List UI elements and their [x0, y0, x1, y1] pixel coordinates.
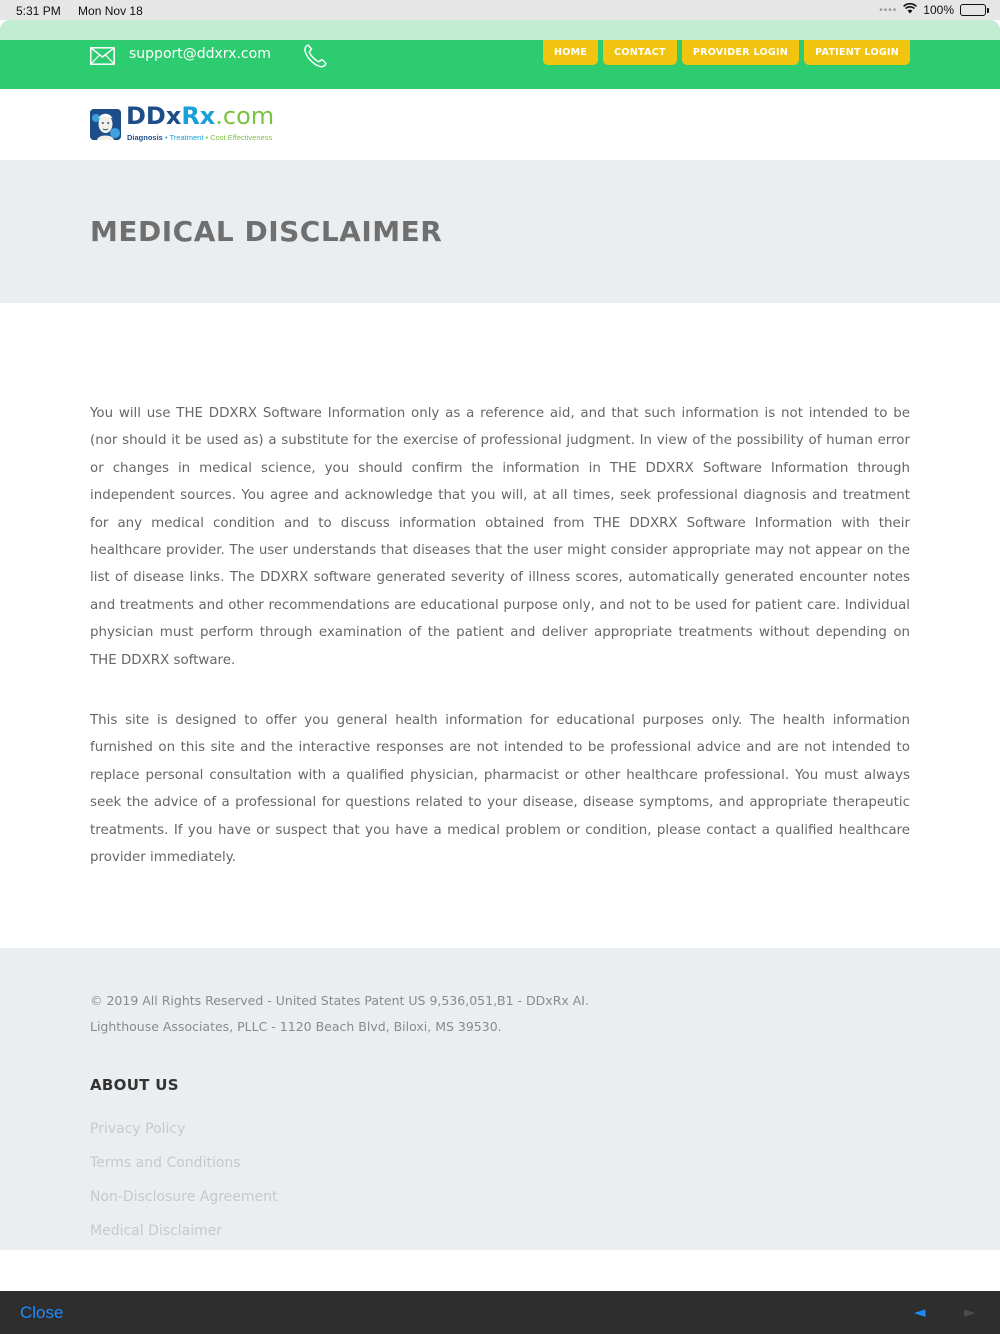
tagline-separator: • [203, 133, 211, 142]
logo-part-ddx: DDx [126, 102, 182, 130]
status-right [879, 3, 986, 17]
logo-face-icon[interactable] [90, 109, 121, 140]
title-band [0, 161, 1000, 303]
site-header [0, 89, 1000, 161]
browser-toolbar [0, 1291, 1000, 1334]
footer-link-privacy-policy[interactable]: Privacy Policy [90, 1121, 186, 1137]
battery-percent: 100% [923, 3, 954, 17]
logo-tagline [127, 133, 272, 142]
footer-link-nda[interactable]: Non-Disclosure Agreement [90, 1189, 278, 1205]
status-date: Mon Nov 18 [78, 4, 143, 18]
wifi-icon [903, 3, 917, 17]
status-time: 5:31 PM [16, 4, 61, 18]
close-button[interactable]: Close [20, 1303, 64, 1322]
about-us-heading: ABOUT US [90, 1076, 179, 1094]
tagline-separator: • [162, 133, 170, 142]
status-left [16, 4, 157, 18]
page-title: MEDICAL DISCLAIMER [90, 215, 443, 248]
footer-link-medical-disclaimer[interactable]: Medical Disclaimer [90, 1223, 223, 1239]
disclaimer-content [90, 400, 910, 872]
sheet-top-edge [0, 20, 1000, 40]
nav-contact-button[interactable]: CONTACT [603, 40, 677, 65]
nav-provider-login-button[interactable]: PROVIDER LOGIN [682, 40, 799, 65]
status-bar [0, 0, 1000, 20]
nav-home-button[interactable]: HOME [543, 40, 598, 65]
signal-icon: •••• [879, 4, 898, 16]
tagline-cost: Cost Effectiveness [210, 133, 273, 142]
phone-icon[interactable] [302, 43, 328, 74]
battery-icon [960, 4, 986, 16]
disclaimer-paragraph: This site is designed to offer you general health information for educational purposes only. The health information furnished on this site and the interactive responses are not intended to be professional advice and are not intended to replace personal consultation with a qualified physician, pharmacist or other healthcare professional. You must always seek the advice of a professional for questions related to your disease, disease symptoms, and appropriate therapeutic treatments. If you have or suspect that you have a medical problem or condition, please contact a qualified healthcare provider immediately. [90, 713, 910, 866]
top-nav [543, 40, 910, 65]
nav-patient-login-button[interactable]: PATIENT LOGIN [804, 40, 910, 65]
mail-icon [90, 47, 115, 70]
tagline-treatment: Treatment [169, 133, 204, 142]
logo-part-com: .com [215, 102, 275, 130]
logo-part-rx: Rx [181, 102, 216, 130]
support-email-link[interactable]: support@ddxrx.com [129, 46, 271, 62]
footer-address: Lighthouse Associates, PLLC - 1120 Beach Blvd, Biloxi, MS 39530. [90, 1019, 502, 1034]
logo-wordmark[interactable] [126, 104, 274, 128]
tagline-diagnosis: Diagnosis [127, 133, 163, 142]
forward-arrow-icon[interactable]: ► [964, 1303, 976, 1321]
back-arrow-icon[interactable]: ◄ [914, 1303, 926, 1321]
footer-link-terms[interactable]: Terms and Conditions [90, 1155, 241, 1171]
footer-copyright: © 2019 All Rights Reserved - United States Patent US 9,536,051,B1 - DDxRx AI. [90, 993, 589, 1008]
disclaimer-paragraph: You will use THE DDXRX Software Information only as a reference aid, and that such information is not intended to be (nor should it be used as) a substitute for the exercise of professional judgment. In view of the possibility of human error or changes in medical science, you should confirm the information in THE DDXRX Software Information through independent sources. You agree and acknowledge that you will, at all times, seek professional diagnosis and treatment for any medical condition and to discuss information obtained from THE DDXRX Software Information with their healthcare provider. The user understands that diseases that the user might consider appropriate may not appear on the list of disease links. The DDXRX software generated severity of illness scores, automatically generated encounter notes and treatments and other recommendations are educational purpose only, and not to be used for patient care. Individual physician must perform through examination of the patient and deliver appropriate treatments without depending on THE DDXRX software. [90, 406, 910, 668]
site-footer [0, 948, 1000, 1250]
